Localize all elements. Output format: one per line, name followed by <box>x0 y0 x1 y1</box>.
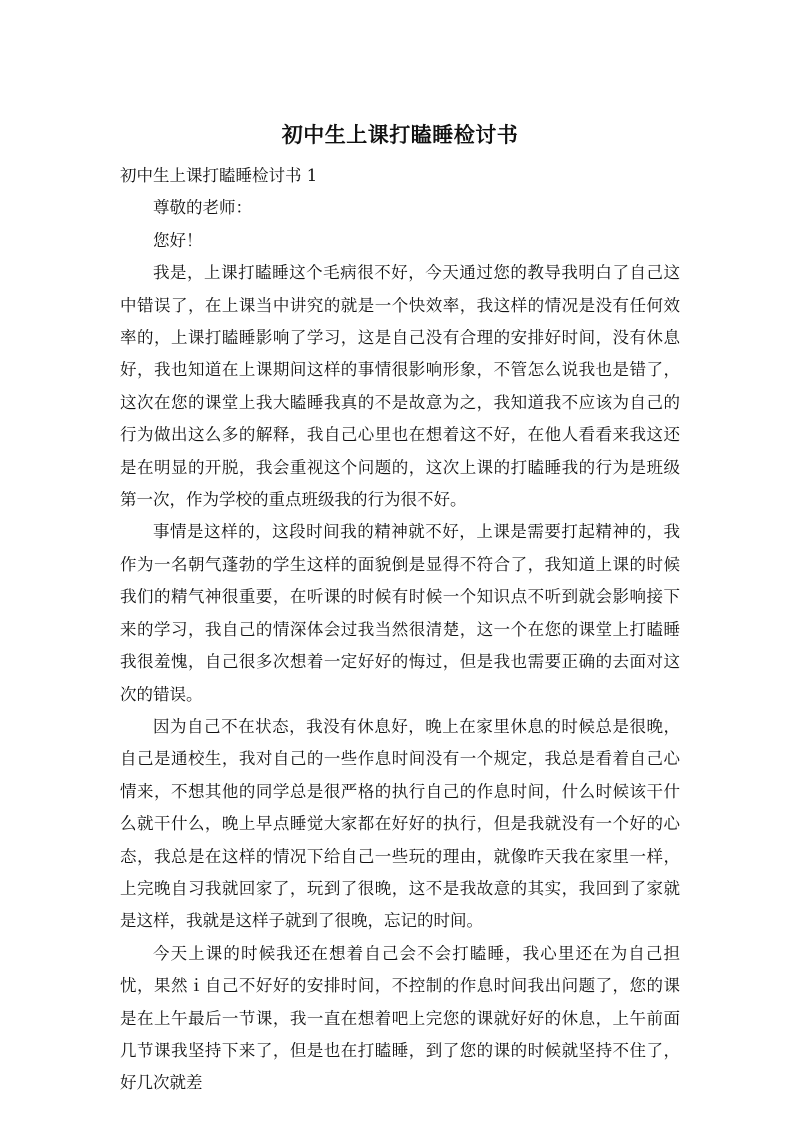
body-paragraph: 事情是这样的，这段时间我的精神就不好，上课是需要打起精神的，我作为一名朝气蓬勃的学生这样的面貌倒是显得不符合了，我知道上课的时候我们的精气神很重要，在听课的时候有时候一个知识点不听到就会影响接下来的学习，我自己的情深体会过我当然很清楚，这一个在您的课堂上打瞌睡我很羞愧，自己很多次想着一定好好的悔过，但是我也需要正确的去面对这次的错误。 <box>120 522 680 704</box>
salutation: 尊敬的老师： <box>153 198 252 218</box>
body-paragraph: 今天上课的时候我还在想着自己会不会打瞌睡，我心里还在为自己担忧，果然ｉ自己不好好的安排时间，不控制的作息时间我出问题了，您的课是在上午最后一节课，我一直在想着吧上完您的课就好好的休息，上午前面几节课我坚持下来了，但是也在打瞌睡，到了您的课的时候就坚持不住了，好几次就差 <box>120 943 680 1093</box>
document-subtitle: 初中生上课打瞌睡检讨书 1 <box>120 166 318 185</box>
body-paragraph: 我是，上课打瞌睡这个毛病很不好，今天通过您的教导我明白了自己这中错误了，在上课当中讲究的就是一个快效率，我这样的情况是没有任何效率的，上课打瞌睡影响了学习，这是自己没有合理的安排好时间，没有休息好，我也知道在上课期间这样的事情很影响形象，不管怎么说我也是错了，这次在您的课堂上我大瞌睡我真的不是故意为之，我知道我不应该为自己的行为做出这么多的解释，我自己心里也在想着这不好，在他人看看来我这还是在明显的开脱，我会重视这个问题的，这次上课的打瞌睡我的行为是班级第一次，作为学校的重点班级我的行为很不好。 <box>120 263 680 510</box>
document-title: 初中生上课打瞌睡检讨书 <box>281 123 519 147</box>
document-body <box>120 160 680 1100</box>
body-paragraph: 因为自己不在状态，我没有休息好，晚上在家里休息的时候总是很晚，自己是通校生，我对自己的一些作息时间没有一个规定，我总是看着自己心情来，不想其他的同学总是很严格的执行自己的作息时间，什么时候该干什么就干什么，晚上早点睡觉大家都在好好的执行，但是我就没有一个好的心态，我总是在这样的情况下给自己一些玩的理由，就像昨天我在家里一样，上完晚自习我就回家了，玩到了很晚，这不是我故意的其实，我回到了家就是这样，我就是这样子就到了很晚，忘记的时间。 <box>120 716 680 931</box>
greeting: 您好！ <box>153 230 203 250</box>
